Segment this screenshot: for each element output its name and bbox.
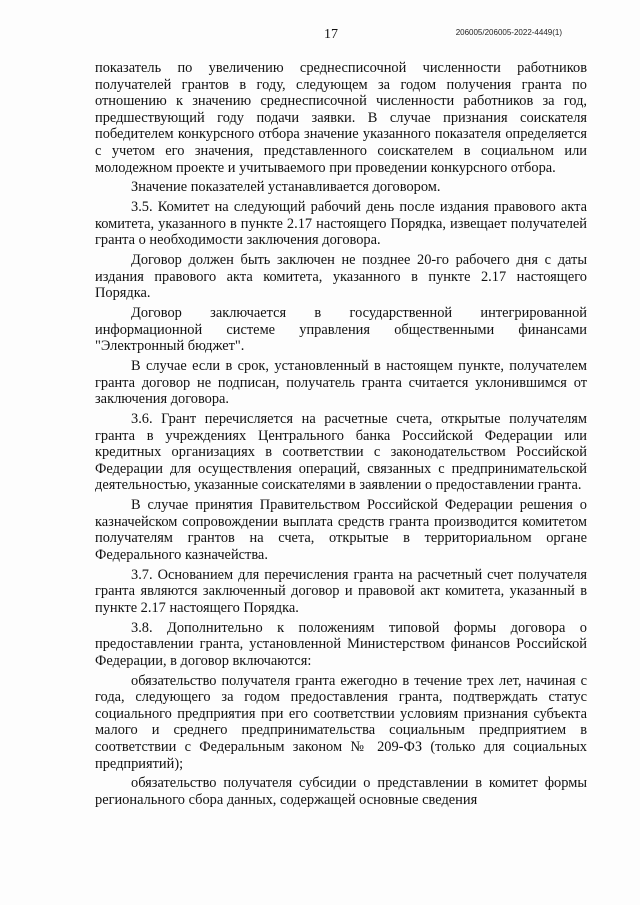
paragraph: В случае если в срок, установленный в настоящем пункте, получателем гранта договор не подписан, получатель гранта считается уклонившимся от заключения договора. (95, 358, 587, 408)
paragraph: обязательство получателя гранта ежегодно в течение трех лет, начиная с года, следующего за годом предоставления гранта, подтверждать статус социального предприятия при его соответствии условиям признания субъекта малого и среднего предпринимательства социальным предприятием в соответствии с Федеральным законом № 209-ФЗ (только для социальных предприятий); (95, 672, 587, 772)
paragraph: Значение показателей устанавливается договором. (131, 179, 441, 196)
document-body (95, 60, 587, 812)
paragraph-clause-3-6: 3.6. Грант перечисляется на расчетные счета, открытые получателям гранта в учреждениях Центрального банка Российской Федерации или кредитных организациях в соответствии с законодательством Российской Федерации для осуществления операций, связанных с предпринимательской деятельностью, указанные соискателями в заявлении о предоставлении гранта. (95, 411, 587, 494)
page-number: 17 (324, 27, 338, 42)
paragraph-clause-3-8: 3.8. Дополнительно к положениям типовой формы договора о предоставлении гранта, установленной Министерством финансов Российской Федерации, в договор включаются: (95, 619, 587, 669)
paragraph: В случае принятия Правительством Российской Федерации решения о казначейском сопровождении выплата средств гранта производится комитетом получателям грантов на счета, открытые в территориальном органе Федерального казначейства. (95, 497, 587, 563)
page-header (0, 27, 640, 43)
paragraph: Договор должен быть заключен не позднее 20-го рабочего дня с даты издания правового акта комитета, указанного в пункте 2.17 настоящего Порядка. (95, 252, 587, 302)
paragraph: Договор заключается в государственной интегрированной информационной системе управления общественными финансами "Электронный бюджет". (95, 305, 587, 355)
paragraph-clause-3-5: 3.5. Комитет на следующий рабочий день после издания правового акта комитета, указанного в пункте 2.17 настоящего Порядка, извещает получателей гранта о необходимости заключения договора. (95, 199, 587, 249)
document-code: 206005/206005-2022-4449(1) (455, 28, 562, 37)
paragraph-continuation: показатель по увеличению среднесписочной численности работников получателей грантов в году, следующем за годом получения гранта по отношению к значению среднесписочной численности работников за год, предшествующий году подачи заявки. В случае признания соискателя победителем конкурсного отбора значение указанного показателя определяется с учетом его значения, представленного соискателем в социальном или молодежном проекте и учитываемого при проведении конкурсного отбора. (95, 60, 587, 176)
paragraph-clause-3-7: 3.7. Основанием для перечисления гранта на расчетный счет получателя гранта являются заключенный договор и правовой акт комитета, указанный в пункте 2.17 настоящего Порядка. (95, 566, 587, 616)
paragraph: обязательство получателя субсидии о представлении в комитет формы регионального сбора данных, содержащей основные сведения (95, 775, 587, 808)
